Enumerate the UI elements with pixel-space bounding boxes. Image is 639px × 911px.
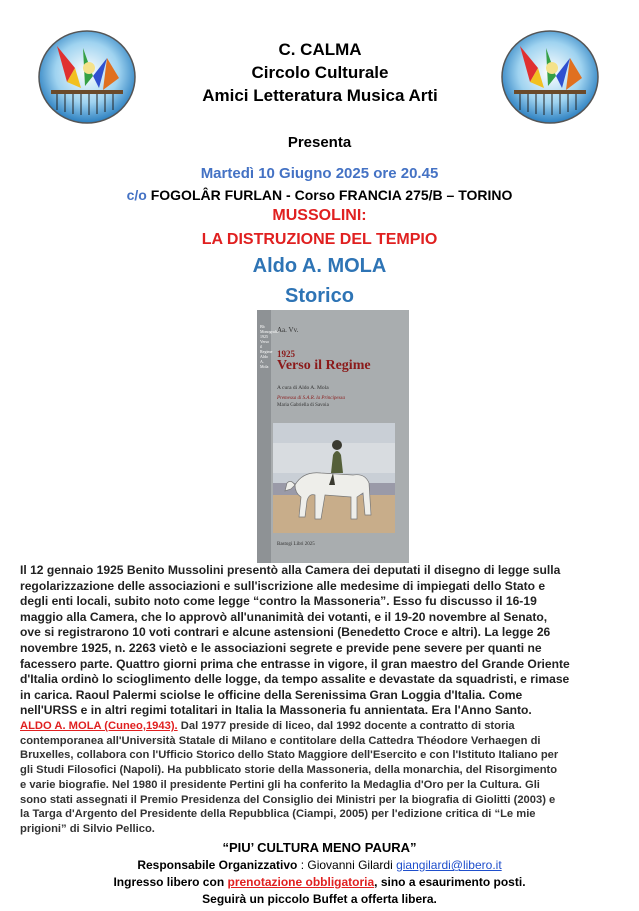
- speaker-name: Aldo A. MOLA: [252, 255, 387, 277]
- description-line: facessero parte. Quattro giorni prima che entrasse in vigore, il gran maestro del Grande Oriente: [20, 656, 570, 671]
- book-preface: Premessa di S.A.R. la Principessa: [277, 396, 346, 401]
- organizer-name: : Giovanni Gilardi: [297, 858, 397, 872]
- venue-address: FOGOLÂR FURLAN - Corso FRANCIA 275/B – TORINO: [150, 187, 513, 203]
- event-description: [20, 563, 625, 719]
- bio-line: gli Studi Filosofici (Napoli). Ha pubblicato storie della Massoneria, della monarchia, del Risorgimento: [20, 764, 558, 777]
- description-line: Il 12 gennaio 1925 Benito Mussolini presentò alla Camera dei deputati il disegno di legge sulla: [20, 563, 561, 577]
- book-curator: A cura di Aldo A. Mola: [277, 385, 329, 391]
- event-title-line1: MUSSOLINI:: [272, 207, 367, 224]
- description-line: regolarizzazione delle associazioni e sull'iscrizione alle medesime di impiegati dello Stato e: [20, 578, 546, 593]
- book-cover: [257, 310, 409, 563]
- book-spine-text: Bb Monografie 1925 Verso il Regime Aldo A. Mola: [260, 324, 279, 369]
- venue-prefix: c/o: [126, 187, 147, 203]
- bio-line: prigioni” di Silvio Pellico.: [20, 822, 155, 835]
- event-title-line2: LA DISTRUZIONE DEL TEMPIO: [201, 231, 438, 248]
- book-publisher: Bastogi Libri 2025: [277, 542, 315, 547]
- bio-line: sono stati assegnati il Premio Presidenza del Consiglio dei Ministri per la biografia di Giolitti (2003) e: [20, 793, 556, 806]
- bio-line: e varie biografie. Nel 1980 il presidente Pertini gli ha conferito la Medaglia d'Oro per la Cultura. Gli: [20, 778, 540, 791]
- book-editors: Aa. Vv.: [277, 326, 299, 334]
- description-line: ove si registrarono 10 voti contrari e alcune astensioni (Benedetto Croce e altri). La legge 26: [20, 625, 551, 640]
- book-princess: Maria Gabriella di Savoia: [277, 403, 329, 408]
- org-name: C. CALMA: [278, 40, 362, 59]
- organizer-line: [0, 858, 639, 872]
- description-line: novembre 1925, n. 2263 vietò e le associazioni segrete e previde pene severe per quanti ne: [20, 640, 542, 655]
- slogan: “PIU’ CULTURA MENO PAURA”: [222, 840, 417, 855]
- org-subtitle: Circolo Culturale: [251, 63, 389, 82]
- entry-line: [0, 875, 639, 889]
- speaker-bio: [20, 719, 625, 837]
- organizer-email-link[interactable]: giangilardi@libero.it: [396, 858, 502, 872]
- description-line: maggio alla Camera, che lo approvò all'unanimità dei votanti, e il 19-20 novembre al Senato,: [20, 609, 548, 624]
- speaker-role: Storico: [285, 285, 354, 307]
- book-title: Verso il Regime: [277, 358, 371, 373]
- event-date: Martedì 10 Giugno 2025 ore 20.45: [200, 165, 439, 182]
- bio-first-line: [20, 719, 625, 734]
- reservation-link[interactable]: prenotazione obbligatoria: [227, 875, 375, 889]
- bio-line: la Targa d'Argento del Presidente della Repubblica (Ciampi, 2005) per l'edizione critica di “Le mie: [20, 808, 536, 821]
- bio-line: contemporanea all'Università Statale di Milano e contitolare della Cattedra Théodore Verhaegen di: [20, 734, 541, 747]
- org-subtitle-2: Amici Letteratura Musica Arti: [202, 86, 438, 105]
- entry-post: , sino a esaurimento posti.: [374, 875, 526, 889]
- description-line: degli enti locali, subito noto come legge “contro la Massoneria”. Esso fu discusso il 16-19: [20, 594, 537, 609]
- description-line: nell'URSS e in altri regimi totalitari in Italia la Massoneria fu annientata. Era l'Anno Santo.: [20, 703, 532, 718]
- bio-name: ALDO A. MOLA (Cuneo,1943).: [20, 720, 178, 732]
- book-year: 1925: [277, 349, 295, 359]
- event-venue: [0, 187, 639, 203]
- description-line: in carica. Raoul Palermi sciolse le officine della Serenissima Gran Loggia d'Italia. Come: [20, 687, 523, 702]
- organizer-label: Responsabile Organizzativo: [137, 858, 298, 872]
- horseman-painting: [273, 423, 395, 533]
- description-line: d'Italia ordinò lo scioglimento delle logge, da tempo assalite e devastate da squadristi, e rimase: [20, 672, 570, 687]
- buffet-note: Seguirà un piccolo Buffet a offerta libera.: [202, 892, 437, 906]
- bio-first-rest: Dal 1977 preside di liceo, dal 1992 docente a contratto di storia: [177, 720, 515, 732]
- entry-pre: Ingresso libero con: [113, 875, 228, 889]
- presenta-label: Presenta: [287, 134, 352, 151]
- bio-line: Bruxelles, collabora con l'Ufficio Storico dello Stato Maggiore dell'Esercito e con l'Istituto Italiano per: [20, 749, 559, 762]
